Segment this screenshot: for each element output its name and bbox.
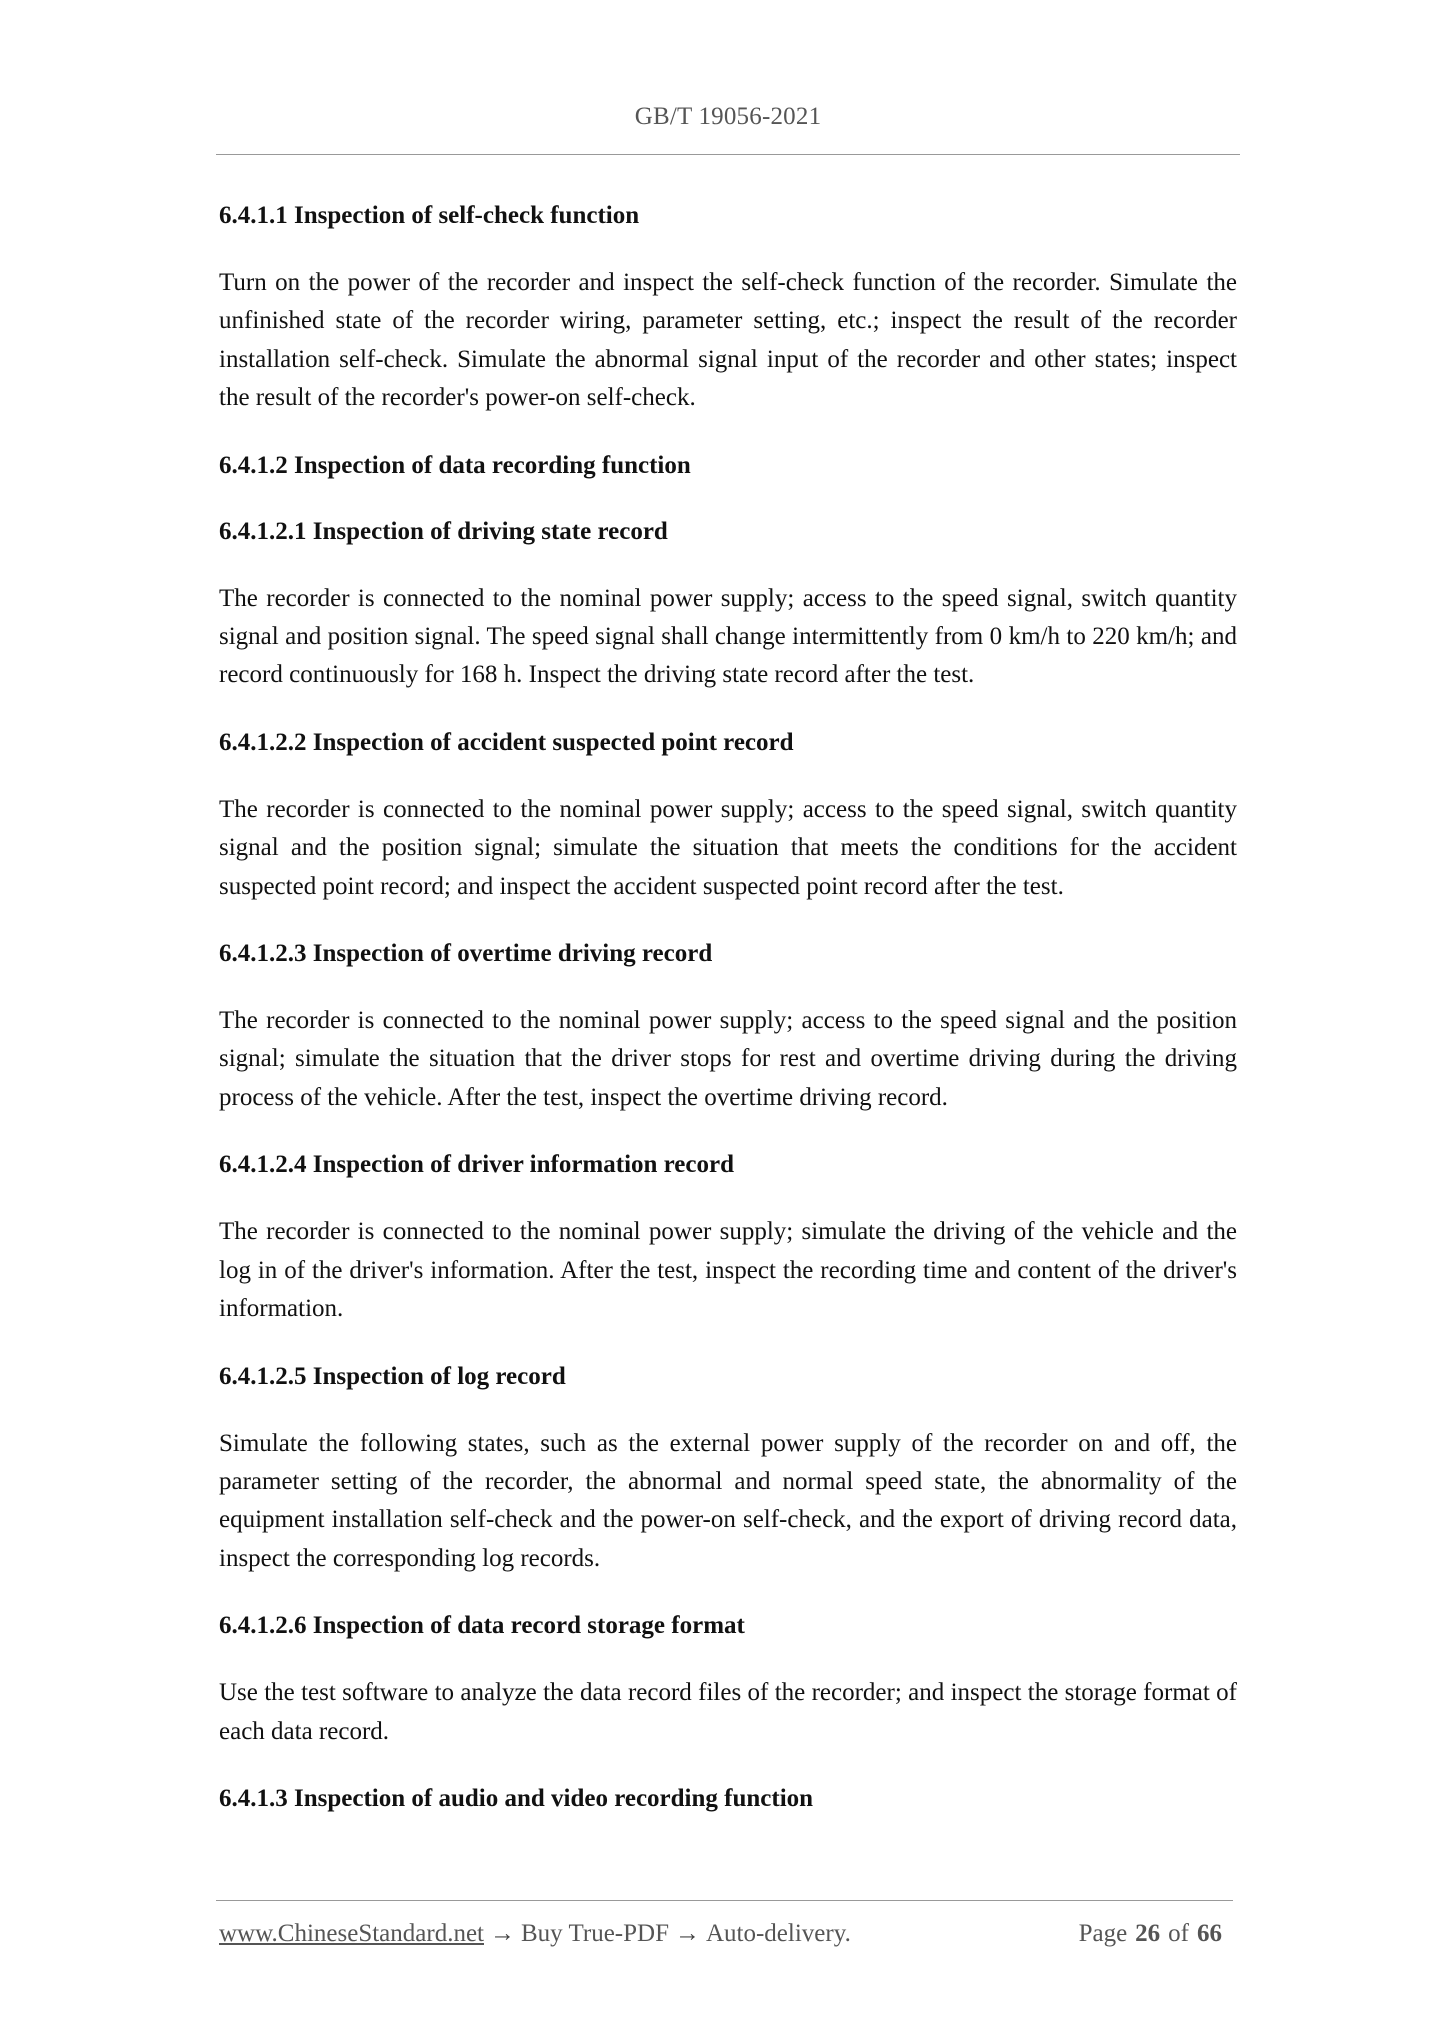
- footer-links: [219, 1920, 851, 1948]
- section-heading: 6.4.1.2.1 Inspection of driving state record: [219, 517, 668, 545]
- total-pages: 66: [1197, 1920, 1222, 1947]
- section-paragraph: The recorder is connected to the nominal power supply; access to the speed signal, switch quantity signal and position signal. The speed signal shall change intermittently from 0 km/h to 220 km/h; and record continuously for 168 h. Inspect the driving state record after the test.: [219, 584, 1237, 689]
- document-body: [219, 198, 1237, 1847]
- section-paragraph: The recorder is connected to the nominal power supply; simulate the driving of the vehicle and the log in of the driver's information. After the test, inspect the recording time and content of the driver's information.: [219, 1218, 1237, 1323]
- auto-delivery-text: Auto-delivery.: [705, 1920, 851, 1947]
- document-id-header: GB/T 19056-2021: [634, 103, 822, 130]
- section-paragraph: Turn on the power of the recorder and inspect the self-check function of the recorder. Simulate the unfinished state of the recorder wiring, parameter setting, etc.; inspect the result of the recorder installation self-check. Simulate the abnormal signal input of the recorder and other states; inspect the result of the recorder's power-on self-check.: [219, 269, 1237, 412]
- arrow-right-icon: →: [674, 1920, 700, 1947]
- section-heading: 6.4.1.2.6 Inspection of data record storage format: [219, 1612, 745, 1640]
- section-paragraph: Simulate the following states, such as the external power supply of the recorder on and off, the parameter setting of the recorder, the abnormal and normal speed state, the abnormality of the equipment installation self-check and the power-on self-check, and the export of driving record data, inspect the corresponding log records.: [219, 1429, 1237, 1572]
- section-paragraph: The recorder is connected to the nominal power supply; access to the speed signal and the position signal; simulate the situation that the driver stops for rest and overtime driving during the driving process of the vehicle. After the test, inspect the overtime driving record.: [219, 1007, 1237, 1111]
- buy-pdf-text: Buy True-PDF: [521, 1920, 669, 1947]
- section-heading: 6.4.1.1 Inspection of self-check function: [219, 202, 640, 229]
- page-footer: [219, 1920, 1230, 1948]
- footer-divider: [216, 1900, 1233, 1901]
- arrow-right-icon: →: [490, 1920, 515, 1947]
- header-divider: [216, 154, 1240, 155]
- section-heading: 6.4.1.2.4 Inspection of driver information record: [219, 1151, 735, 1179]
- section-heading: 6.4.1.3 Inspection of audio and video recording function: [219, 1784, 814, 1812]
- section-heading: 6.4.1.2.3 Inspection of overtime driving record: [219, 940, 713, 968]
- page-of-label: of: [1168, 1920, 1189, 1947]
- current-page: 26: [1135, 1920, 1161, 1947]
- section-heading: 6.4.1.2.2 Inspection of accident suspected point record: [219, 728, 794, 756]
- page-label: Page: [1078, 1920, 1128, 1947]
- section-heading: 6.4.1.2 Inspection of data recording function: [219, 451, 691, 479]
- section-paragraph: Use the test software to analyze the data record files of the recorder; and inspect the storage format of each data record.: [219, 1679, 1237, 1745]
- website-link[interactable]: www.ChineseStandard.net: [219, 1920, 484, 1947]
- section-heading: 6.4.1.2.5 Inspection of log record: [219, 1362, 566, 1390]
- section-paragraph: The recorder is connected to the nominal power supply; access to the speed signal, switch quantity signal and the position signal; simulate the situation that meets the conditions for the accident suspected point record; and inspect the accident suspected point record after the test.: [219, 795, 1237, 900]
- page-number: [1079, 1920, 1230, 1948]
